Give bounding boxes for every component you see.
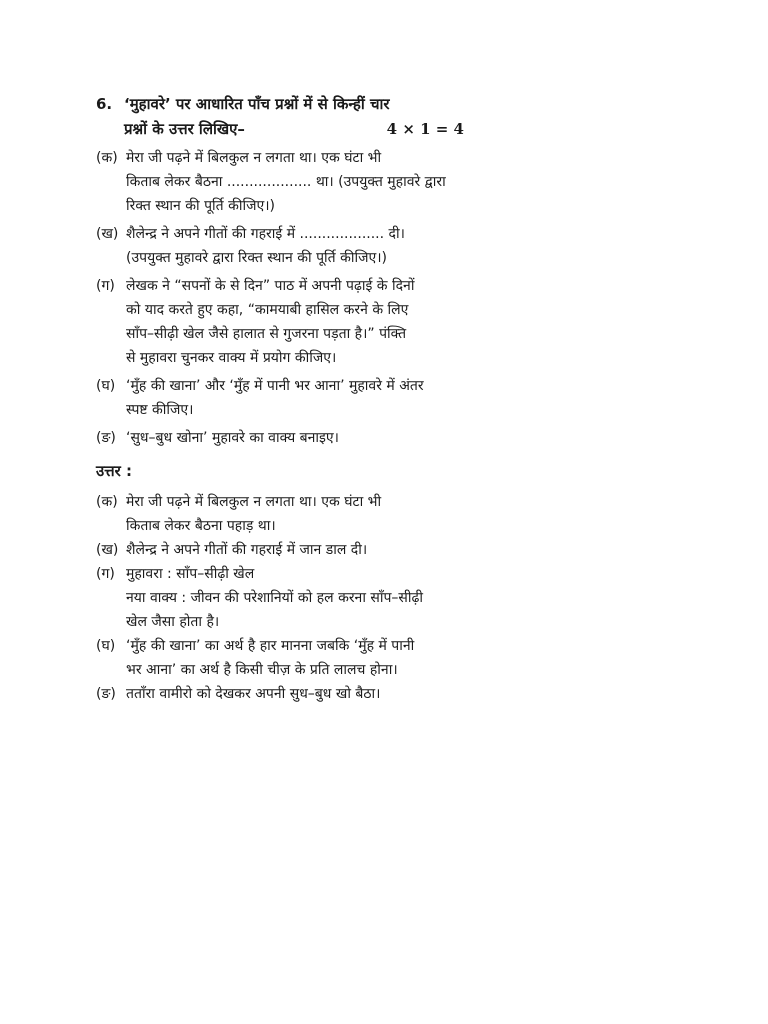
answer-item <box>96 634 468 682</box>
question-block <box>96 92 468 706</box>
item-text-line: स्पष्ट कीजिए। <box>126 402 194 418</box>
answer-item <box>96 562 468 634</box>
item-text-line: तताँरा वामीरो को देखकर अपनी सुध–बुध खो बैठा। <box>126 686 381 702</box>
question-number: 6. <box>96 95 113 113</box>
question-item <box>96 274 468 370</box>
item-label: (ङ) <box>96 686 116 702</box>
answer-item <box>96 490 468 538</box>
item-text-line: किताब लेकर बैठना ................... था। (उपयुक्त मुहावरे द्वारा <box>126 174 446 190</box>
item-text-line: ‘सुध–बुध खोना’ मुहावरे का वाक्य बनाइए। <box>126 430 339 446</box>
item-label: (घ) <box>96 638 116 654</box>
item-label: (क) <box>96 150 118 166</box>
item-text-line: ‘मुँह की खाना’ का अर्थ है हार मानना जबकि ‘मुँह में पानी <box>126 638 415 654</box>
item-text-line: मुहावरा : साँप–सीढ़ी खेल <box>126 566 255 582</box>
item-text-line: शैलेन्द्र ने अपने गीतों की गहराई में जान डाल दी। <box>126 542 368 558</box>
question-title <box>124 92 468 142</box>
item-label: (ङ) <box>96 430 116 446</box>
question-title-line2: प्रश्नों के उत्तर लिखिए– <box>124 120 245 138</box>
question-item <box>96 222 468 270</box>
item-text-line: किताब लेकर बैठना पहाड़ था। <box>126 518 276 534</box>
answer-heading: उत्तर : <box>96 462 132 480</box>
item-text-line: नया वाक्य : जीवन की परेशानियों को हल करना साँप–सीढ़ी <box>126 590 424 606</box>
answer-block <box>96 490 468 706</box>
item-label: (ख) <box>96 542 119 558</box>
answer-item <box>96 538 468 562</box>
item-text-line: मेरा जी पढ़ने में बिलकुल न लगता था। एक घंटा भी <box>126 150 382 166</box>
question-marks: 4 × 1 = 4 <box>386 120 464 138</box>
item-text-line: रिक्त स्थान की पूर्ति कीजिए।) <box>126 198 275 214</box>
item-text-line: मेरा जी पढ़ने में बिलकुल न लगता था। एक घंटा भी <box>126 494 382 510</box>
question-title-line1: ‘मुहावरे’ पर आधारित पाँच प्रश्नों में से किन्हीं चार <box>124 95 390 113</box>
item-text-line: को याद करते हुए कहा, “कामयाबी हासिल करने के लिए <box>126 302 409 318</box>
question-item <box>96 146 468 218</box>
answer-item <box>96 682 468 706</box>
item-text-line: खेल जैसा होता है। <box>126 614 220 630</box>
item-label: (घ) <box>96 378 116 394</box>
question-item <box>96 374 468 422</box>
item-label: (ग) <box>96 566 115 582</box>
item-text-line: (उपयुक्त मुहावरे द्वारा रिक्त स्थान की पूर्ति कीजिए।) <box>126 250 387 266</box>
item-text-line: ‘मुँह की खाना’ और ‘मुँह में पानी भर आना’ मुहावरे में अंतर <box>126 378 424 394</box>
item-label: (ख) <box>96 226 119 242</box>
item-text-line: लेखक ने “सपनों के से दिन” पाठ में अपनी पढ़ाई के दिनों <box>126 278 415 294</box>
item-text-line: भर आना’ का अर्थ है किसी चीज़ के प्रति लालच होना। <box>126 662 398 678</box>
question-item <box>96 426 468 450</box>
item-text-line: से मुहावरा चुनकर वाक्य में प्रयोग कीजिए। <box>126 350 337 366</box>
item-label: (ग) <box>96 278 115 294</box>
item-text-line: साँप–सीढ़ी खेल जैसे हालात से गुजरना पड़ता है।” पंक्ति <box>126 326 407 342</box>
question-header <box>96 92 468 142</box>
item-label: (क) <box>96 494 118 510</box>
item-text-line: शैलेन्द्र ने अपने गीतों की गहराई में ................... दी। <box>126 226 405 242</box>
